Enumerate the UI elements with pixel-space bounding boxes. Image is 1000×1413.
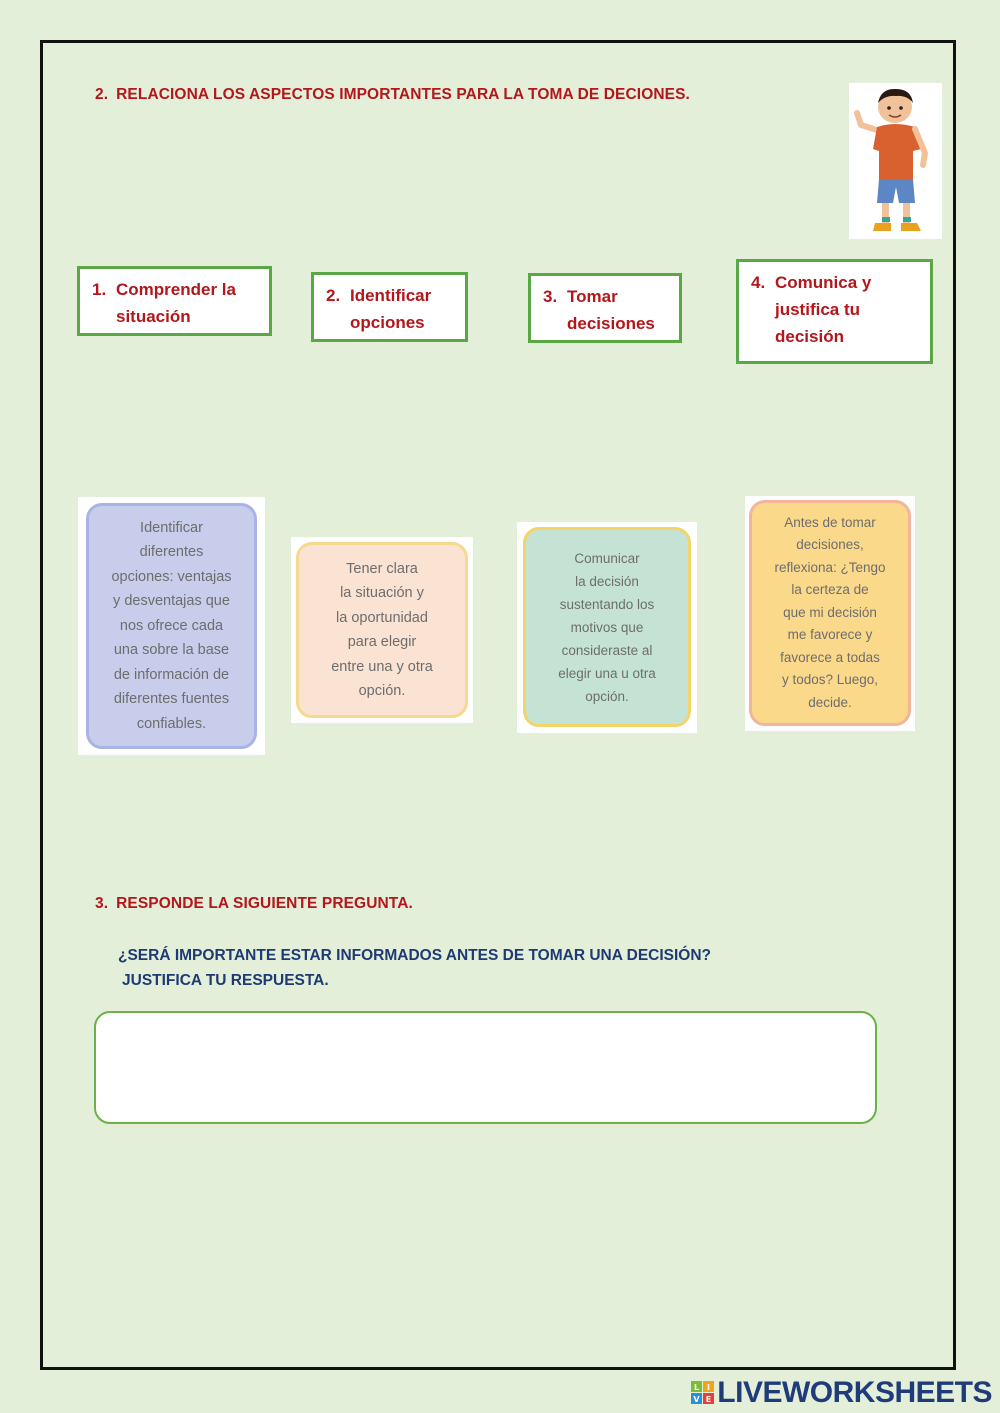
section-2-heading: 2. RELACIONA LOS ASPECTOS IMPORTANTES PARA LA TOMA DE DECIONES. — [95, 86, 690, 103]
step-box-1[interactable]: 1. Comprender la situación — [77, 266, 272, 336]
svg-text:I: I — [707, 1383, 711, 1392]
boy-illustration — [849, 83, 942, 239]
description-card-4[interactable] — [745, 496, 915, 731]
section-3-heading: 3. RESPONDE LA SIGUIENTE PREGUNTA. — [95, 895, 413, 912]
step-box-2[interactable]: 2. Identificar opciones — [311, 272, 468, 342]
card-panel: Antes de tomar decisiones, reflexiona: ¿Tengo la certeza de que mi decisión me favorece y favorece a todas y todos? Luego, decide. — [749, 500, 911, 726]
description-card-3[interactable] — [517, 522, 697, 733]
card-panel: Tener clara la situación y la oportunidad para elegir entre una y otra opción. — [296, 542, 468, 718]
svg-text:E: E — [706, 1395, 712, 1404]
card-panel: Identificar diferentes opciones: ventajas y desventajas que nos ofrece cada una sobre la base de información de diferentes fuentes confiables. — [86, 503, 257, 749]
svg-text:L: L — [694, 1383, 700, 1392]
answer-input[interactable] — [94, 1011, 877, 1124]
step-box-3[interactable]: 3. Tomar decisiones — [528, 273, 682, 343]
liveworksheets-logo-icon — [691, 1381, 715, 1405]
svg-text:V: V — [693, 1395, 700, 1404]
liveworksheets-logo: L I V E LIVEWORKSHEETS — [691, 1376, 992, 1410]
card-panel: Comunicar la decisión sustentando los motivos que consideraste al elegir una u otra opción. — [523, 527, 691, 727]
step-box-4[interactable]: 4. Comunica y justifica tu decisión — [736, 259, 933, 364]
description-card-1[interactable] — [78, 497, 265, 755]
description-card-2[interactable] — [291, 537, 473, 723]
question-text: ¿SERÁ IMPORTANTE ESTAR INFORMADOS ANTES DE TOMAR UNA DECISIÓN? JUSTIFICA TU RESPUESTA. — [118, 947, 712, 989]
